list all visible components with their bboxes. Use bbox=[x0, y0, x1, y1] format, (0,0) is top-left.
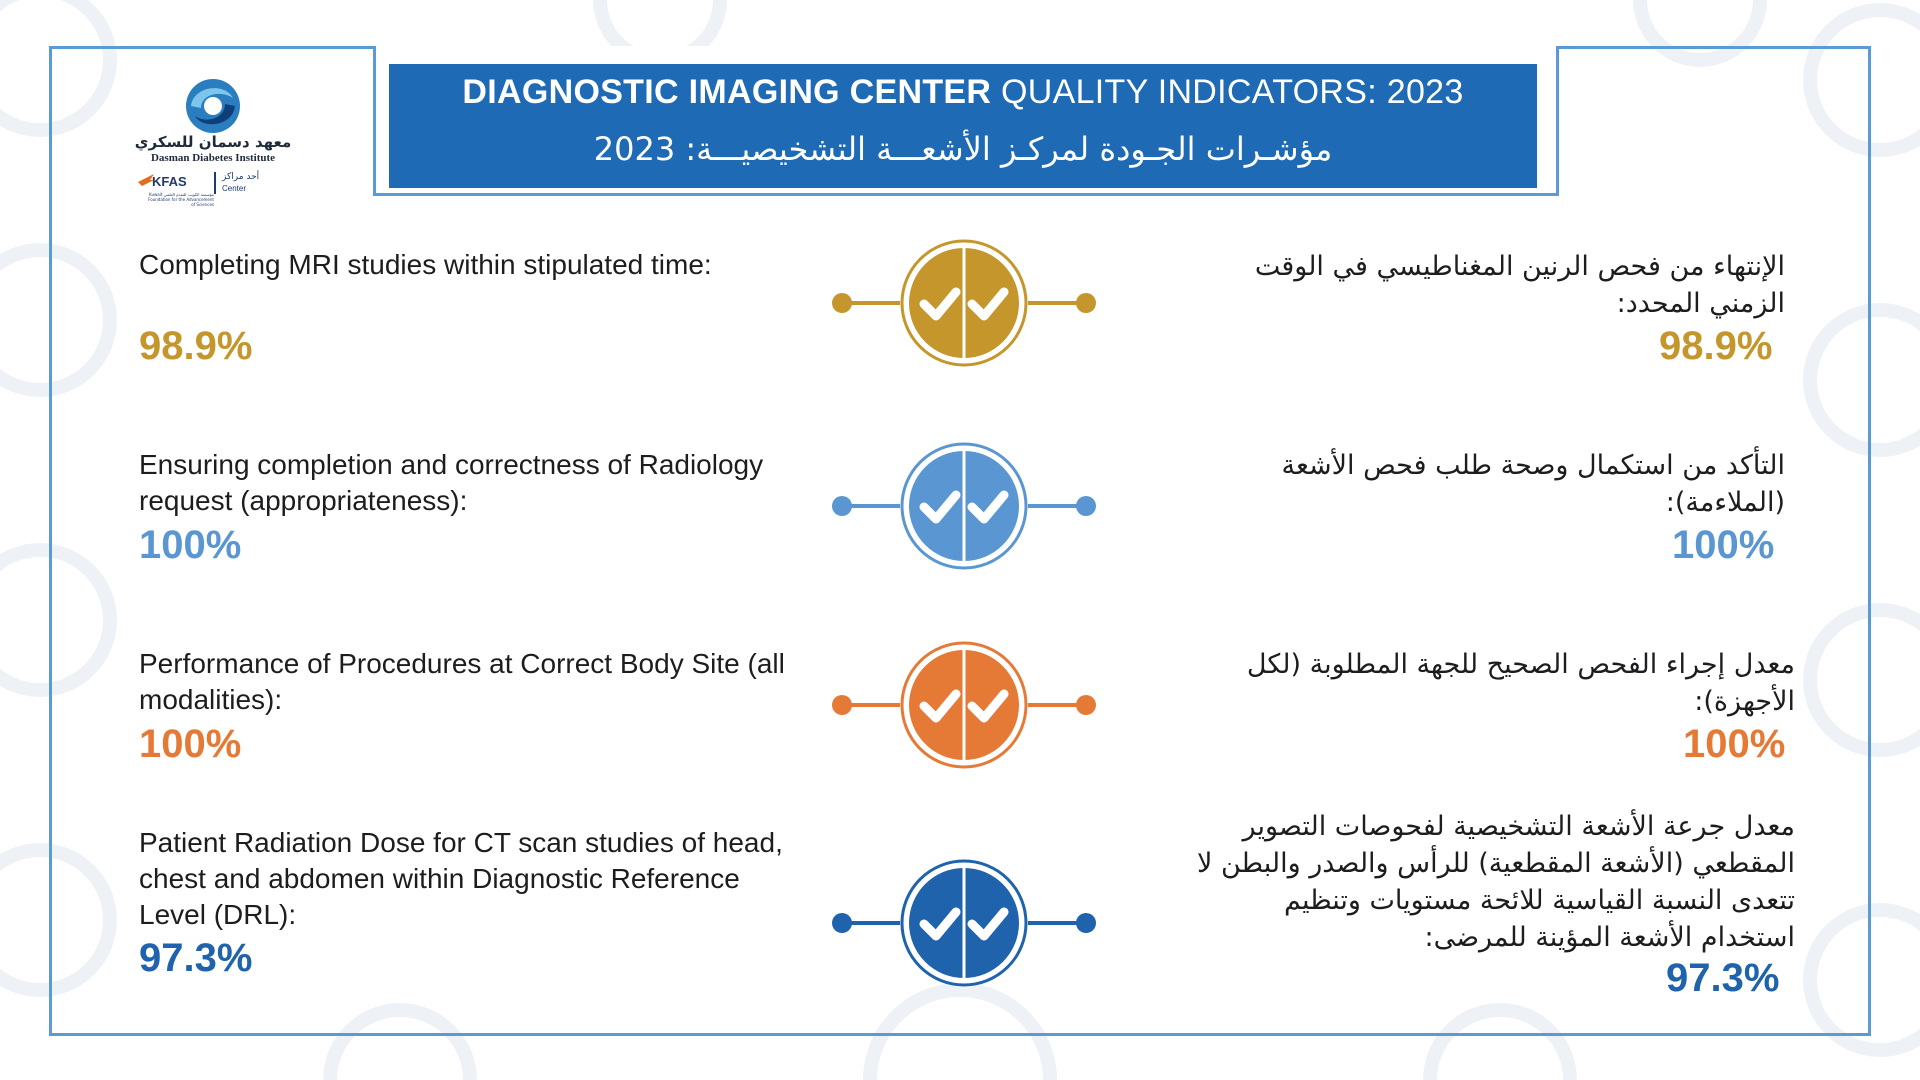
indicator-label-english: Ensuring completion and correctness of Radiology request (appropriateness): bbox=[139, 449, 764, 516]
indicator-value-english: 97.3% bbox=[139, 936, 253, 980]
title-english-rest: QUALITY INDICATORS: 2023 bbox=[991, 73, 1464, 111]
indicator-label-arabic: الإنتهاء من فحص الرنين المغناطيسي في الوقت الزمني المحدد: bbox=[1254, 251, 1785, 319]
indicator-value-arabic: 100% bbox=[1683, 722, 1786, 766]
check-indicator-icon bbox=[832, 640, 1096, 770]
org-name-english: Dasman Diabetes Institute bbox=[150, 152, 276, 164]
partner-name: KFAS bbox=[152, 174, 187, 189]
indicator-value-english: 100% bbox=[139, 722, 242, 766]
indicator-value-arabic: 97.3% bbox=[1666, 956, 1780, 1000]
indicator-label-arabic: التأكد من استكمال وصحة طلب فحص الأشعة (الملاءمة): bbox=[1281, 450, 1785, 518]
indicator-label-english: Patient Radiation Dose for CT scan studies of head, chest and abdomen within Diagnostic Reference Level (DRL): bbox=[139, 827, 783, 930]
institute-emblem-icon bbox=[175, 76, 251, 136]
indicator-label-english: Performance of Procedures at Correct Body Site (all modalities): bbox=[139, 648, 785, 715]
partner-subtitle: مؤسسة الكويت للتقدم العلمي Kuwait Foundation for the Advancement of Sciences bbox=[148, 192, 214, 207]
indicator-value-arabic: 98.9% bbox=[1659, 324, 1773, 368]
indicator-label-english: Completing MRI studies within stipulated time: bbox=[139, 249, 712, 280]
partner-divider bbox=[214, 172, 216, 194]
check-indicator-icon bbox=[832, 441, 1096, 571]
title-english bbox=[389, 73, 1537, 112]
check-indicator-icon bbox=[832, 238, 1096, 368]
title-banner bbox=[389, 64, 1537, 188]
indicator-value-english: 100% bbox=[139, 523, 242, 567]
partner-logo bbox=[148, 172, 282, 207]
institute-logo bbox=[130, 76, 300, 206]
indicator-label-arabic: معدل إجراء الفحص الصحيح للجهة المطلوبة (لكل الأجهزة): bbox=[1246, 649, 1795, 717]
partner-tag-arabic: أحد مراكز bbox=[222, 172, 260, 182]
title-arabic: مؤشـرات الجـودة لمركـز الأشعـــة التشخيصيـــة: 2023 bbox=[593, 130, 1333, 168]
indicator-label-arabic: معدل جرعة الأشعة التشخيصية لفحوصات التصوير المقطعي (الأشعة المقطعية) للرأس والصدر والبطن لا تتعدى النسبة القياسية للائحة مستويات وتنظيم استخدام الأشعة المؤينة للمرضى: bbox=[1197, 811, 1795, 953]
indicator-value-arabic: 100% bbox=[1672, 523, 1775, 567]
title-english-bold: DIAGNOSTIC IMAGING CENTER bbox=[462, 73, 992, 111]
check-indicator-icon bbox=[832, 858, 1096, 988]
indicator-value-english: 98.9% bbox=[139, 324, 253, 368]
org-name-arabic: معهد دسمان للسكري bbox=[134, 133, 292, 151]
partner-tag-english: Center bbox=[222, 184, 247, 193]
